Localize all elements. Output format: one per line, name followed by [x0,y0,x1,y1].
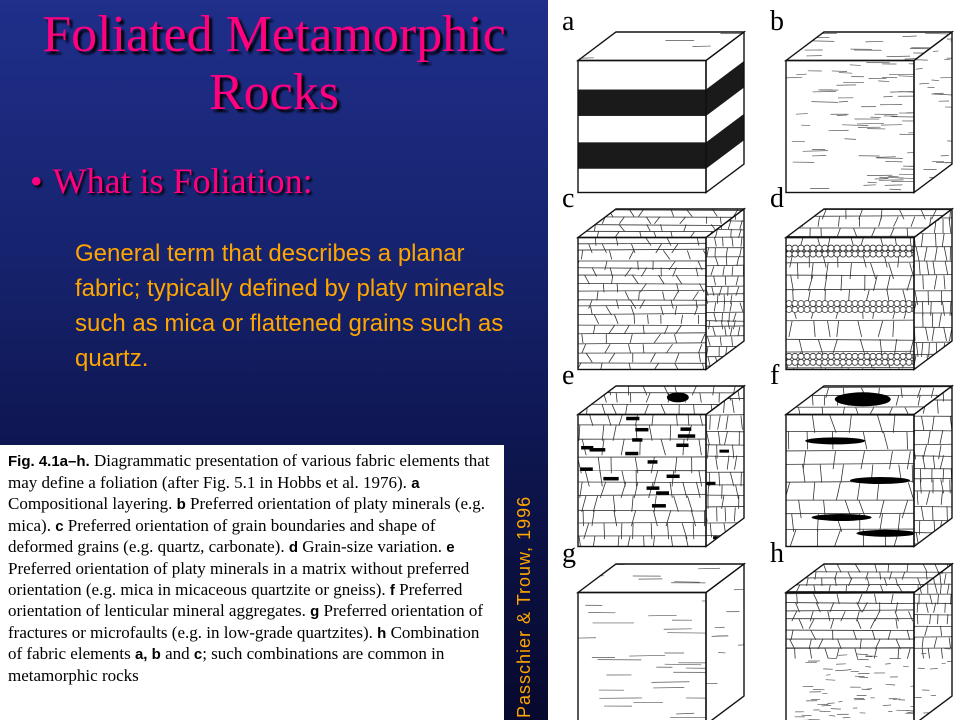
panel-f [739,360,960,568]
bullet-point [30,160,313,202]
block-front-face [786,61,914,193]
caption-letter-f: f [389,581,395,599]
panel-label-f: f [770,360,780,391]
panel-label-h: h [770,538,784,569]
caption-text-e: Preferred orientation of platy minerals in a matrix without preferred orientation (e.g. mica in micaceous quartzite or gneiss). [8,558,470,599]
panel-h [741,538,960,720]
caption-letter-c2: c [193,646,203,664]
caption-letter-b: b [176,496,186,514]
caption-text-d: Grain-size variation. [298,537,447,557]
block-front-face [578,238,706,370]
page-title: Foliated Metamorphic Rocks [42,6,506,121]
panel-label-g: g [562,538,576,569]
caption-letters-ab: a, b [134,646,161,664]
panel-label-a: a [562,6,575,37]
caption-text-h: Combination of fabric elements [8,622,480,664]
caption-and: and [160,644,194,664]
bullet-dot-icon: • [30,161,43,201]
caption-paragraph [0,445,504,687]
fabric-figure [548,0,960,720]
figure-caption [0,445,504,720]
image-credit: Passchier & Trouw, 1996 [514,495,534,718]
bullet-text: What is Foliation: [52,161,313,201]
panel-b [770,6,960,193]
caption-end: ; such combinations are common in metamorphic rocks [8,644,445,685]
definition-text: General term that describes a planar fabric; typically defined by platy minerals such as mica or flattened grains such as quartz. [75,240,505,372]
caption-letter-g: g [310,603,320,621]
panel-label-b: b [770,6,784,37]
caption-text-c: Preferred orientation of grain boundaries and shape of deformed grains (e.g. quartz, carbonate). [8,515,436,557]
caption-intro: Diagrammatic presentation of various fabric elements that may define a foliation (after Fig. 5.1 in Hobbs et al. 1976). [8,451,490,492]
caption-letter-c: c [55,517,64,535]
caption-letter-h: h [377,624,387,642]
caption-text-b: Preferred orientation of platy minerals (e.g. mica). [8,494,486,535]
panel-label-d: d [770,183,784,214]
caption-text-g: Preferred orientation of fractures or microfaults (e.g. in low-grade quartzites). [8,601,484,642]
panel-label-e: e [562,360,575,391]
fabric-figure-svg [548,0,960,720]
caption-text-a: Compositional layering. [8,494,177,514]
block-front-face [578,61,706,193]
caption-letter-d: d [288,539,299,557]
panel-g [562,538,776,720]
panel-a [562,6,789,193]
caption-figure-label: Fig. 4.1a–h. [8,453,90,470]
block-front-face [578,593,706,720]
caption-text-f: Preferred orientation of lenticular mineral aggregates. [8,579,463,621]
caption-letter-e: e [446,539,455,557]
panel-label-c: c [562,183,575,214]
caption-letter-a: a [411,474,420,492]
